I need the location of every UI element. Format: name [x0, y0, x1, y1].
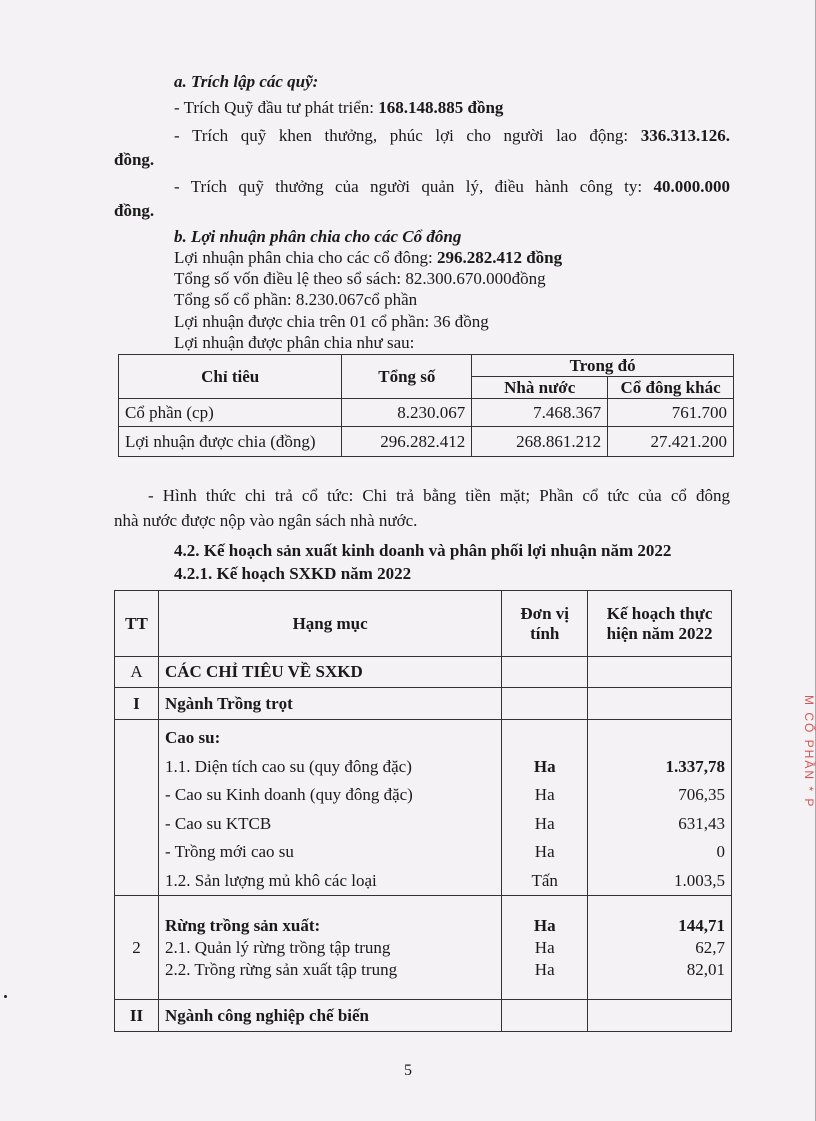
row-state: 7.468.367	[472, 399, 608, 427]
forest-values	[588, 896, 732, 1000]
row-tt: 2	[115, 896, 159, 1000]
unit-cell: Ha	[534, 813, 555, 833]
col-plan-header: Kế hoạch thực hiện năm 2022	[588, 591, 732, 657]
list-item: - Cao su Kinh doanh (quy đông đặc)	[164, 785, 413, 804]
row-label: Lợi nhuận được chia (đồng)	[119, 427, 342, 457]
list-item: - Trồng mới cao su	[164, 842, 294, 861]
row-tt: I	[115, 688, 159, 720]
rubber-values	[588, 720, 732, 896]
list-item: 1.2. Sản lượng mủ khô các loại	[164, 870, 377, 890]
table-row	[115, 720, 732, 896]
row-tt: II	[115, 1000, 159, 1032]
row-item: Ngành Trồng trọt	[158, 688, 501, 720]
col-item-header: Hạng mục	[158, 591, 501, 657]
col-indicator-header: Chỉ tiêu	[119, 355, 342, 399]
profit-shareholders-line: Lợi nhuận phân chia cho các cổ đông: 296.282.412 đồng	[174, 248, 563, 267]
table-row	[115, 896, 732, 1000]
unit-cell: Tấn	[531, 870, 558, 890]
profit-per-share-line: Lợi nhuận được chia trên 01 cổ phần: 36 đồng	[174, 312, 489, 331]
table-row	[115, 657, 732, 688]
heading-4-2: 4.2. Kế hoạch sản xuất kinh doanh và phân phối lợi nhuận năm 2022	[174, 541, 672, 560]
rubber-heading: Cao su:	[164, 728, 221, 747]
fund-management-line: - Trích quỹ thưởng của người quản lý, điều hành công ty: 40.000.000	[174, 177, 730, 196]
value-cell: 631,43	[678, 813, 725, 833]
rubber-items	[158, 720, 501, 896]
forest-heading: Rừng trồng sản xuất:	[164, 915, 321, 935]
row-total: 296.282.412	[342, 427, 472, 457]
unit-cell: Ha	[533, 915, 556, 935]
list-item: - Cao su KTCB	[164, 813, 272, 833]
row-state: 268.861.212	[472, 427, 608, 457]
fund-welfare-value: 336.313.126.	[640, 126, 730, 145]
heading-4-2-1: 4.2.1. Kế hoạch SXKD năm 2022	[174, 564, 412, 583]
unit-cell: Ha	[533, 756, 556, 776]
unit-cell: Ha	[534, 842, 555, 861]
section-b-heading: b. Lợi nhuận phân chia cho các Cổ đông	[174, 227, 462, 246]
value-cell: 706,35	[678, 785, 725, 804]
page-number: 5	[404, 1062, 412, 1079]
charter-capital-line: Tổng số vốn điều lệ theo sổ sách: 82.300.670.000đồng	[174, 269, 546, 288]
plan-table	[114, 590, 732, 1032]
row-item: Ngành công nghiệp chế biến	[158, 1000, 501, 1032]
row-label: Cổ phần (cp)	[119, 399, 342, 427]
row-item: CÁC CHỈ TIÊU VỀ SXKD	[158, 657, 501, 688]
red-stamp-fragment: M CỔ PHẦN * P	[802, 695, 816, 809]
forest-units	[502, 896, 588, 1000]
col-total-header: Tổng số	[342, 355, 472, 399]
total-shares-line: Tổng số cổ phần: 8.230.067cổ phần	[174, 290, 418, 309]
fund-development-value: 168.148.885 đồng	[378, 98, 504, 117]
scan-speck	[4, 995, 7, 998]
rubber-units	[502, 720, 588, 896]
value-cell: 82,01	[686, 959, 725, 979]
fund-welfare-line: - Trích quỹ khen thưởng, phúc lợi cho người lao động: 336.313.126.	[174, 126, 730, 145]
fund-development-line: - Trích Quỹ đầu tư phát triển: 168.148.885 đồng	[174, 98, 504, 117]
fund-welfare-tail: đồng.	[114, 150, 155, 169]
row-tt: A	[115, 657, 159, 688]
payment-note-line1: - Hình thức chi trả cổ tức: Chi trả bằng tiền mặt; Phần cổ tức của cổ đông	[148, 486, 730, 505]
col-unit-header: Đơn vị tính	[502, 591, 588, 657]
row-other: 27.421.200	[608, 427, 734, 457]
col-tt-header: TT	[115, 591, 159, 657]
value-cell: 1.003,5	[674, 870, 725, 890]
list-item: 2.1. Quản lý rừng trồng tập trung	[164, 937, 391, 957]
unit-cell: Ha	[534, 937, 555, 957]
table-row	[119, 427, 734, 457]
forest-items	[158, 896, 501, 1000]
payment-note-line2: nhà nước được nộp vào ngân sách nhà nước.	[114, 511, 418, 530]
fund-management-tail: đồng.	[114, 201, 155, 220]
unit-cell: Ha	[534, 785, 555, 804]
table-row	[115, 1000, 732, 1032]
list-item: 1.1. Diện tích cao su (quy đông đặc)	[164, 756, 412, 776]
profit-distribution-line: Lợi nhuận được phân chia như sau:	[174, 333, 415, 352]
table-row	[115, 688, 732, 720]
profit-shareholders-value: 296.282.412 đồng	[436, 248, 563, 267]
value-cell: 62,7	[695, 937, 725, 957]
value-cell: 144,71	[678, 915, 725, 935]
unit-cell: Ha	[534, 959, 555, 979]
fund-management-value: 40.000.000	[653, 177, 730, 196]
col-other-header: Cổ đông khác	[608, 377, 734, 399]
value-cell: 0	[716, 842, 725, 861]
value-cell: 1.337,78	[665, 756, 725, 776]
col-state-header: Nhà nước	[472, 377, 608, 399]
section-a-heading: a. Trích lập các quỹ:	[174, 72, 319, 91]
col-group-header: Trong đó	[472, 355, 734, 377]
dividend-table	[118, 354, 734, 457]
row-other: 761.700	[608, 399, 734, 427]
table-row	[119, 399, 734, 427]
row-total: 8.230.067	[342, 399, 472, 427]
list-item: 2.2. Trồng rừng sản xuất tập trung	[164, 959, 398, 979]
